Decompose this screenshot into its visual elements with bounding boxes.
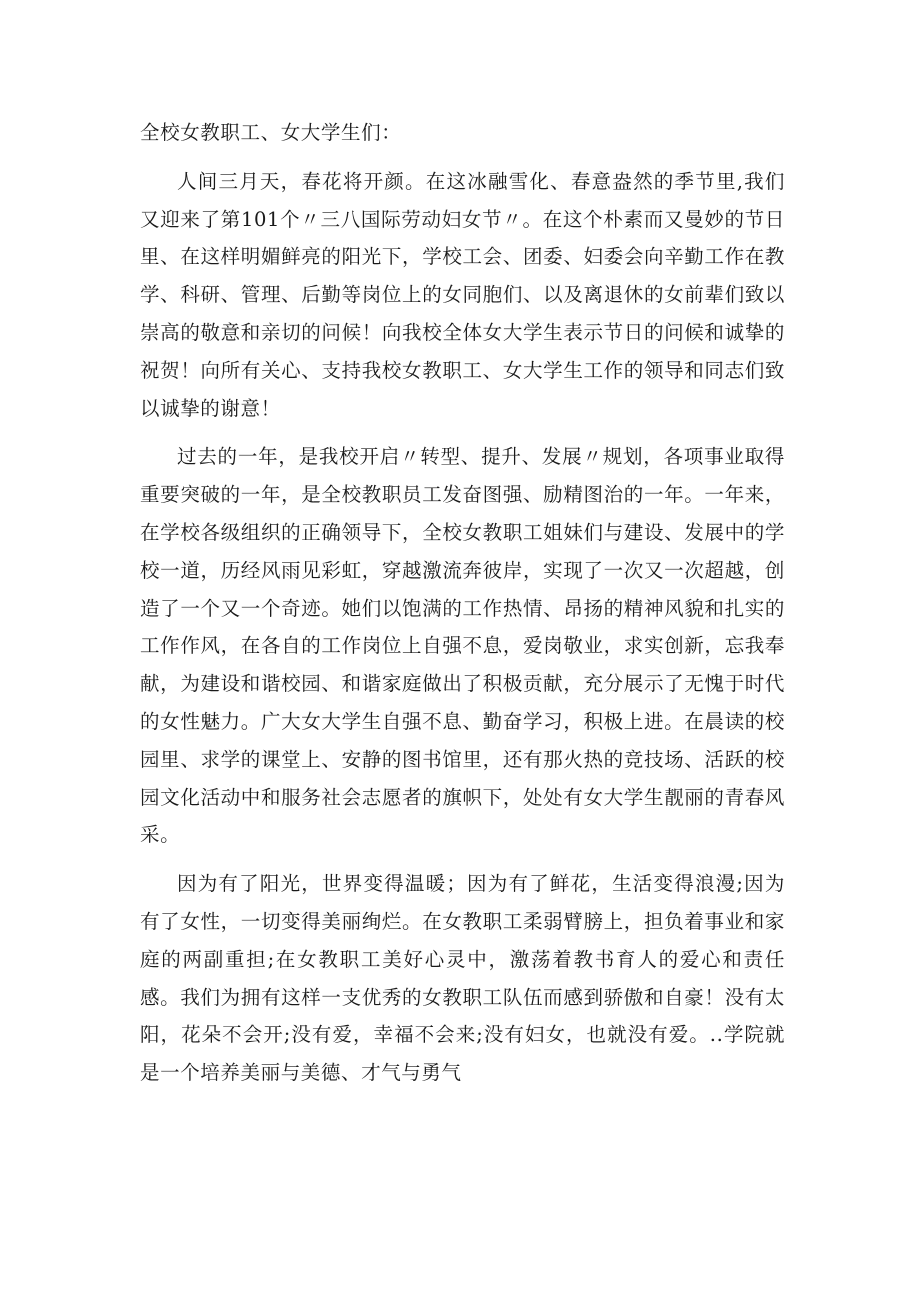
salutation: 全校女教职工、女大学生们： bbox=[140, 121, 402, 144]
paragraph-past-year: 过去的一年，是我校开启〃转型、提升、发展〃规划，各项事业取得重要突破的一年，是全校教职员工发奋图强、励精图治的一年。一年来，在学校各级组织的正确领导下，全校女教职工姐妹们与建设、发展中的学校一道，历经风雨见彩虹，穿越激流奔彼岸，实现了一次又一次超越，创造了一个又一个奇迹。她们以饱满的工作热情、昂扬的精神风貌和扎实的工作作风，在各自的工作岗位上自强不息，爱岗敬业，求实创新，忘我奉献，为建设和谐校园、和谐家庭做出了积极贡献，充分展示了无愧于时代的女性魅力。广大女大学生自强不息、勤奋学习，积极上进。在晨读的校园里、求学的课堂上、安静的图书馆里，还有那火热的竞技场、活跃的校园文化活动中和服务社会志愿者的旗帜下，处处有女大学生靓丽的青春风采。 bbox=[140, 445, 785, 847]
letter-body bbox=[140, 114, 785, 1103]
paragraph-tribute: 因为有了阳光，世界变得温暖；因为有了鲜花，生活变得浪漫;因为有了女性，一切变得美丽绚烂。在女教职工柔弱臂膀上，担负着事业和家庭的两副重担;在女教职工美好心灵中，激荡着教书育人的爱心和责任感。我们为拥有这样一支优秀的女教职工队伍而感到骄傲和自豪！没有太阳，花朵不会开;没有爱，幸福不会来;没有妇女，也就没有爱。..学院就是一个培养美丽与美德、才气与勇气 bbox=[140, 872, 785, 1085]
paragraph-greeting: 人间三月天，春花将开颜。在这冰融雪化、春意盎然的季节里,我们又迎来了第101个〃三八国际劳动妇女节〃。在这个朴素而又曼妙的节日里、在这样明媚鲜亮的阳光下，学校工会、团委、妇委会向辛勤工作在教学、科研、管理、后勤等岗位上的女同胞们、以及离退休的女前辈们致以崇高的敬意和亲切的问候！向我校全体女大学生表示节日的问候和诚挚的祝贺！向所有关心、支持我校女教职工、女大学生工作的领导和同志们致以诚挚的谢意！ bbox=[140, 169, 785, 420]
